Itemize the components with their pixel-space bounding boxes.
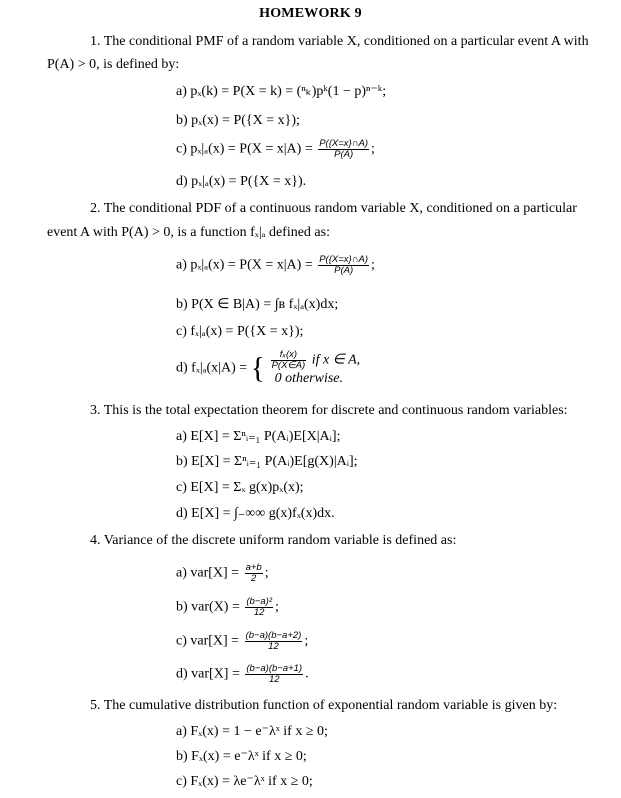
question-2-text-cont: event A with P(A) > 0, is a function fₓ|ₐ defined as: xyxy=(47,225,330,240)
fraction-numerator: (b−a)(b−a+1) xyxy=(246,663,303,674)
case-1-condition: if x ∈ A, xyxy=(311,352,361,368)
question-2-option-a xyxy=(176,255,375,276)
option-tail: ; xyxy=(264,565,269,581)
question-4-text: 4. Variance of the discrete uniform random variable is defined as: xyxy=(90,533,457,548)
fraction xyxy=(245,597,273,618)
question-4-option-c xyxy=(176,631,308,652)
fraction-numerator: a+b xyxy=(245,562,262,573)
fraction-denominator: 2 xyxy=(251,573,257,584)
question-2-option-b: b) P(X ∈ B|A) = ∫ʙ fₓ|ₐ(x)dx; xyxy=(176,297,339,312)
question-4-option-d xyxy=(176,664,309,685)
question-2-option-c: c) fₓ|ₐ(x) = P({X = x}); xyxy=(176,324,304,339)
option-tail: ; xyxy=(304,633,309,649)
fraction-numerator: (b−a)² xyxy=(246,596,272,607)
option-main: a) var[X] = xyxy=(176,565,240,581)
option-main: c) var[X] = xyxy=(176,633,240,649)
fraction-denominator: 12 xyxy=(268,641,279,652)
fraction xyxy=(245,664,303,685)
question-1-text: 1. The conditional PMF of a random variable X, conditioned on a particular event A with xyxy=(90,34,589,49)
fraction xyxy=(271,350,307,371)
piecewise-cases xyxy=(269,350,361,387)
question-1-option-a: a) pₓ(k) = P(X = k) = (ⁿₖ)pᵏ(1 − p)ⁿ⁻ᵏ; xyxy=(176,84,387,99)
question-5-option-b: b) Fₓ(x) = e⁻λˣ if x ≥ 0; xyxy=(176,749,307,764)
option-tail: ; xyxy=(371,141,375,157)
option-main: a) pₓ|ₐ(x) = P(X = x|A) = xyxy=(176,257,313,273)
question-2-option-d xyxy=(176,350,360,387)
fraction xyxy=(318,139,369,160)
question-3-option-b: b) E[X] = Σⁿᵢ₌₁ P(Aᵢ)E[g(X)|Aᵢ]; xyxy=(176,454,358,469)
option-main: d) fₓ|ₐ(x|A) = xyxy=(176,360,248,376)
question-5-option-a: a) Fₓ(x) = 1 − e⁻λˣ if x ≥ 0; xyxy=(176,724,328,739)
fraction-numerator: fₓ(x) xyxy=(271,350,307,361)
option-tail: . xyxy=(305,666,309,682)
fraction xyxy=(245,563,263,584)
page-title: HOMEWORK 9 xyxy=(259,6,362,21)
question-1-option-b: b) pₓ(x) = P({X = x}); xyxy=(176,113,300,128)
question-5-text: 5. The cumulative distribution function of exponential random variable is given by: xyxy=(90,698,558,713)
question-2-text: 2. The conditional PDF of a continuous random variable X, conditioned on a particular xyxy=(90,201,577,216)
question-3-option-c: c) E[X] = Σₓ g(x)pₓ(x); xyxy=(176,480,304,495)
question-5-option-c: c) Fₓ(x) = λe⁻λˣ if x ≥ 0; xyxy=(176,774,313,789)
question-3-option-d: d) E[X] = ∫₋∞∞ g(x)fₓ(x)dx. xyxy=(176,506,335,521)
question-4-option-b xyxy=(176,597,279,618)
question-4-option-a xyxy=(176,563,269,584)
fraction-denominator: 12 xyxy=(253,607,265,618)
question-3-text: 3. This is the total expectation theorem for discrete and continuous random variables: xyxy=(90,403,568,418)
fraction-numerator: (b−a)(b−a+2) xyxy=(245,630,302,641)
fraction xyxy=(245,631,303,652)
option-tail: ; xyxy=(274,599,279,615)
question-3-option-a: a) E[X] = Σⁿᵢ₌₁ P(Aᵢ)E[X|Aᵢ]; xyxy=(176,429,341,444)
case-2: 0 otherwise. xyxy=(274,371,344,386)
fraction-denominator: P(A) xyxy=(334,265,354,276)
option-tail: ; xyxy=(371,257,375,273)
question-1-text-cont: P(A) > 0, is defined by: xyxy=(47,57,180,72)
fraction-denominator: 12 xyxy=(268,674,280,685)
fraction-numerator: P({X=x}∩A) xyxy=(319,138,369,149)
fraction-denominator: P(X∈A) xyxy=(271,360,306,371)
case-1 xyxy=(269,350,361,371)
option-main: c) pₓ|ₐ(x) = P(X = x|A) = xyxy=(176,141,313,157)
option-main: b) var(X) = xyxy=(176,599,240,615)
question-1-option-c xyxy=(176,139,375,160)
option-main: d) var[X] = xyxy=(176,666,240,682)
question-1-option-d: d) pₓ|ₐ(x) = P({X = x}). xyxy=(176,174,307,189)
left-brace-icon: { xyxy=(250,351,266,385)
fraction-denominator: P(A) xyxy=(334,149,354,160)
fraction xyxy=(318,255,369,276)
fraction-numerator: P({X=x}∩A) xyxy=(319,254,369,265)
